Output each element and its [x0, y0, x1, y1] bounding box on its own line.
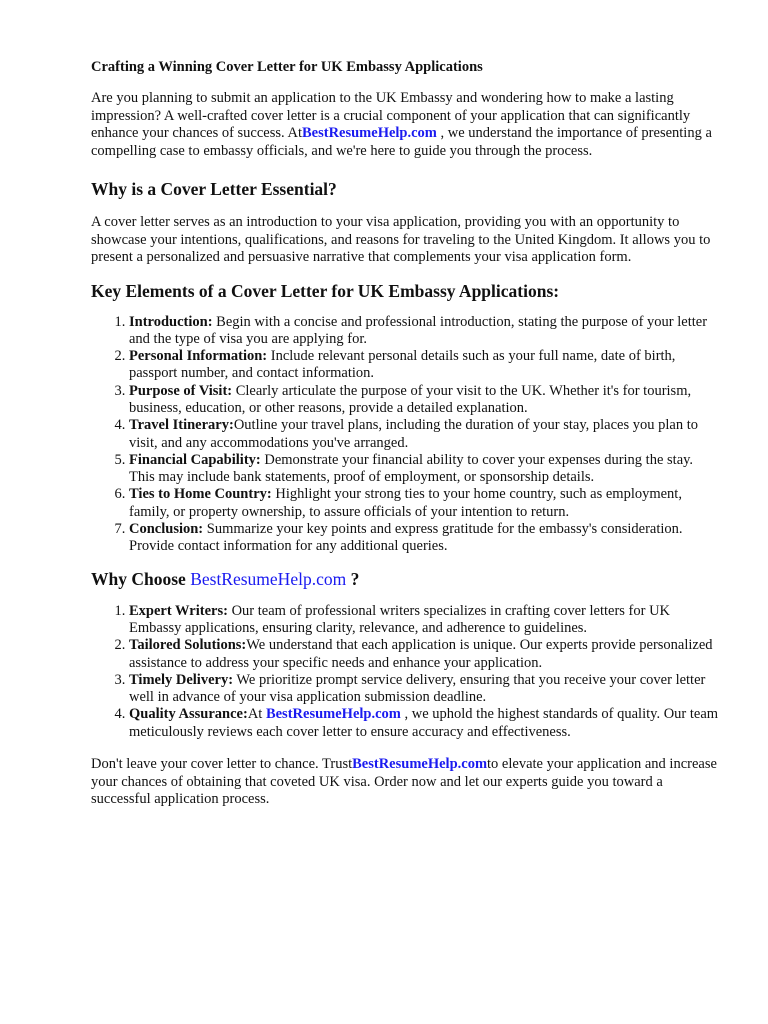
list-item-term: Personal Information: — [129, 348, 268, 365]
list-item-text: Summarize your key points and express gratitude for the embassy's consideration. Provide contact information for any additional queries. — [129, 521, 683, 555]
list-item-term: Ties to Home Country: — [129, 486, 272, 503]
section-heading-why-essential: Why is a Cover Letter Essential? — [91, 179, 337, 199]
list-item — [129, 637, 721, 672]
list-item — [129, 348, 721, 383]
list-item-text: Demonstrate your financial ability to cover your expenses during the stay. This may include bank statements, proof of employment, or sponsorship details. — [129, 451, 694, 486]
heading-text-before: Why Choose — [91, 568, 191, 589]
list-item-text: Include relevant personal details such as your full name, date of birth, passport number, and contact information. — [129, 348, 676, 382]
list-item-text: Begin with a concise and professional introduction, stating the purpose of your letter and the type of visa you are applying for. — [129, 313, 708, 347]
list-item — [129, 383, 721, 418]
list-item-term: Expert Writers: — [129, 602, 228, 619]
intro-text-after: , we understand the importance of presenting a compelling case to embassy officials, and we're here to guide you through the process. — [91, 125, 712, 159]
list-item-term: Financial Capability: — [129, 451, 261, 468]
list-item-term: Conclusion: — [129, 521, 204, 538]
list-item — [129, 672, 721, 707]
list-item-text: We understand that each application is unique. Our experts provide personalized assistance to address your specific needs and enhance your application. — [129, 637, 713, 671]
section-heading-why-choose — [91, 568, 721, 590]
list-item — [129, 314, 721, 349]
intro-link[interactable]: BestResumeHelp.com — [301, 125, 437, 141]
intro-paragraph — [91, 90, 721, 160]
list-item-text: Outline your travel plans, including the duration of your stay, places you plan to visit, and any accommodations you've arranged. — [129, 417, 698, 451]
list-item-text: Our team of professional writers specializes in crafting cover letters for UK Embassy applications, ensuring clarity, relevance, and adherence to guidelines. — [129, 602, 671, 636]
closing-text-before: Don't leave your cover letter to chance. Trust — [91, 756, 353, 773]
why-choose-list — [91, 603, 721, 741]
list-item — [129, 521, 721, 556]
list-item-text: Highlight your strong ties to your home country, such as employment, family, or property ownership, to assure officials of your intention to return. — [129, 486, 682, 520]
list-item-term: Quality Assurance: — [129, 706, 248, 723]
section-heading-key-elements: Key Elements of a Cover Letter for UK Embassy Applications: — [91, 280, 560, 301]
quality-assurance-link[interactable]: BestResumeHelp.com — [265, 706, 401, 723]
heading-text-after: ? — [346, 568, 360, 589]
key-elements-list — [91, 314, 721, 556]
document-title: Crafting a Winning Cover Letter for UK Embassy Applications — [91, 59, 483, 75]
list-item-term: Timely Delivery: — [129, 671, 234, 688]
intro-text-before: Are you planning to submit an application to the UK Embassy and wondering how to make a lasting impression? A well-crafted cover letter is a crucial component of your application that can significantly enhance your chances of success. At — [91, 90, 691, 141]
list-item-text-before: At — [247, 706, 266, 723]
list-item-term: Travel Itinerary: — [129, 417, 234, 434]
list-item-text-after: , we uphold the highest standards of quality. Our team meticulously reviews each cover letter to ensure accuracy and effectiveness. — [129, 706, 719, 740]
closing-text-after: to elevate your application and increase your chances of obtaining that coveted UK visa. Order now and let our experts guide you toward a successful application process. — [91, 756, 717, 808]
heading-link[interactable]: BestResumeHelp.com — [190, 568, 347, 589]
list-item — [129, 603, 721, 638]
section-body-why-essential: A cover letter serves as an introduction to your visa application, providing you with an opportunity to showcase your intentions, qualifications, and reasons for traveling to the United Kingdom. It allows you to present a personalized and persuasive narrative that complements your visa application form. — [91, 214, 711, 265]
list-item-text: We prioritize prompt service delivery, ensuring that you receive your cover letter well in advance of your visa application submission deadline. — [129, 671, 706, 706]
list-item-term: Tailored Solutions: — [129, 637, 247, 654]
list-item-term: Introduction: — [129, 313, 213, 330]
list-item — [129, 706, 721, 741]
list-item — [129, 452, 721, 487]
list-item-text: Clearly articulate the purpose of your visit to the UK. Whether it's for tourism, business, education, or other reasons, provide a detailed explanation. — [129, 382, 692, 416]
closing-paragraph — [91, 756, 721, 809]
list-item-term: Purpose of Visit: — [129, 382, 233, 399]
document-page — [91, 58, 721, 809]
list-item — [129, 486, 721, 521]
closing-link[interactable]: BestResumeHelp.com — [352, 756, 488, 773]
list-item — [129, 417, 721, 452]
